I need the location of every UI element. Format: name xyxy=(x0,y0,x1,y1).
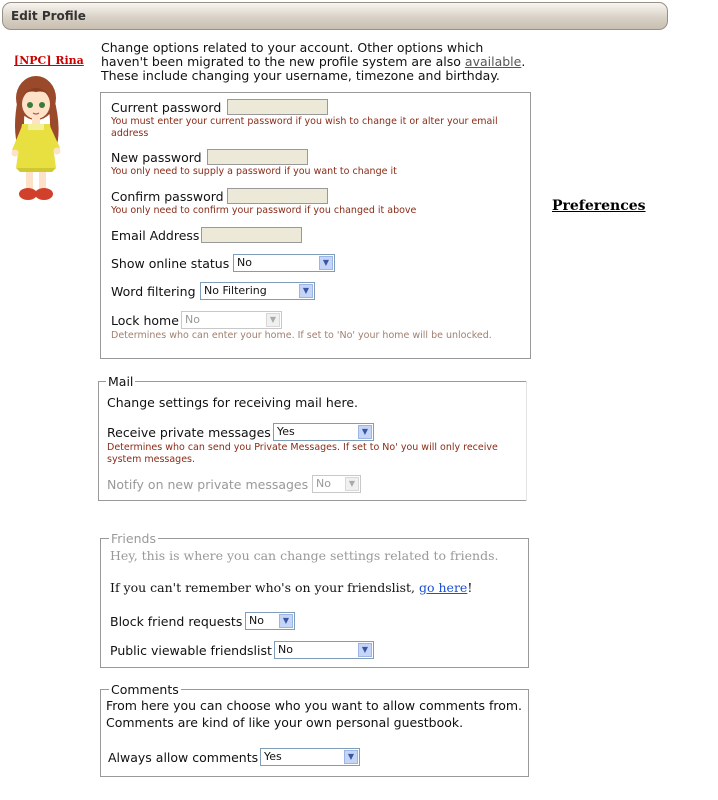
friends-remember-text: If you can't remember who's on your friendslist, go here! xyxy=(110,580,473,595)
new-password-input[interactable] xyxy=(207,149,308,165)
intro-text: Change options related to your account. Other options which haven't been migrated to the new profile system are also available. These include changing your username, timezone and birthday. xyxy=(101,40,526,83)
lock-home-hint: Determines who can enter your home. If set to 'No' your home will be unlocked. xyxy=(111,330,492,341)
page-header xyxy=(2,2,668,30)
friends-description: Hey, this is where you can change settings related to friends. xyxy=(110,548,499,563)
chevron-down-icon: ▼ xyxy=(266,313,280,327)
chevron-down-icon: ▼ xyxy=(279,614,293,628)
mail-description: Change settings for receiving mail here. xyxy=(107,395,359,410)
receive-pm-label: Receive private messages xyxy=(107,425,271,440)
always-allow-comments-select[interactable]: Yes ▼ xyxy=(260,748,360,766)
notify-pm-label: Notify on new private messages xyxy=(107,477,309,492)
lock-home-label: Lock home xyxy=(111,313,179,328)
chevron-down-icon: ▼ xyxy=(345,477,359,491)
chevron-down-icon: ▼ xyxy=(344,750,358,764)
new-password-hint: You only need to supply a password if you want to change it xyxy=(111,166,397,177)
chevron-down-icon: ▼ xyxy=(358,425,372,439)
npc-avatar xyxy=(8,68,68,204)
confirm-password-hint: You only need to confirm your password if you changed it above xyxy=(111,205,417,216)
new-password-label: New password xyxy=(111,150,202,165)
word-filtering-label: Word filtering xyxy=(111,284,196,299)
public-friendslist-select[interactable]: No ▼ xyxy=(274,641,374,659)
current-password-label: Current password xyxy=(111,100,222,115)
receive-pm-hint: Determines who can send you Private Messages. If set to No' you will only receive system messages. xyxy=(107,442,498,465)
chevron-down-icon: ▼ xyxy=(299,284,313,298)
page-title: Edit Profile xyxy=(11,9,86,23)
preferences-link[interactable]: Preferences xyxy=(552,198,646,214)
word-filtering-select[interactable]: No Filtering ▼ xyxy=(200,282,315,300)
public-friendslist-label: Public viewable friendslist xyxy=(110,643,272,658)
confirm-password-input[interactable] xyxy=(227,188,328,204)
friends-legend: Friends xyxy=(111,531,156,546)
comments-description-line1: From here you can choose who you want to allow comments from. xyxy=(106,698,523,713)
chevron-down-icon: ▼ xyxy=(358,643,372,657)
confirm-password-label: Confirm password xyxy=(111,189,224,204)
email-address-input[interactable] xyxy=(201,227,302,243)
lock-home-select[interactable]: No ▼ xyxy=(181,311,282,329)
fade-overlay xyxy=(526,368,538,503)
current-password-hint: You must enter your current password if you wish to change it or alter your email address xyxy=(111,116,498,139)
chevron-down-icon: ▼ xyxy=(319,256,333,270)
friendslist-go-here-link[interactable]: go here xyxy=(419,580,468,595)
always-allow-comments-label: Always allow comments xyxy=(108,750,259,765)
online-status-select[interactable]: No ▼ xyxy=(233,254,335,272)
receive-pm-select[interactable]: Yes ▼ xyxy=(273,423,374,441)
comments-description-line2: Comments are kind of like your own personal guestbook. xyxy=(106,715,464,730)
notify-pm-select[interactable]: No ▼ xyxy=(312,475,361,493)
current-password-input[interactable] xyxy=(227,99,328,115)
mail-legend: Mail xyxy=(108,374,134,389)
comments-legend: Comments xyxy=(111,682,179,697)
npc-name-link[interactable]: [NPC] Rina xyxy=(14,54,84,67)
block-friend-requests-label: Block friend requests xyxy=(110,614,243,629)
block-friend-requests-select[interactable]: No ▼ xyxy=(245,612,295,630)
email-address-label: Email Address xyxy=(111,228,200,243)
available-link[interactable]: available xyxy=(464,54,522,69)
online-status-label: Show online status xyxy=(111,256,230,271)
